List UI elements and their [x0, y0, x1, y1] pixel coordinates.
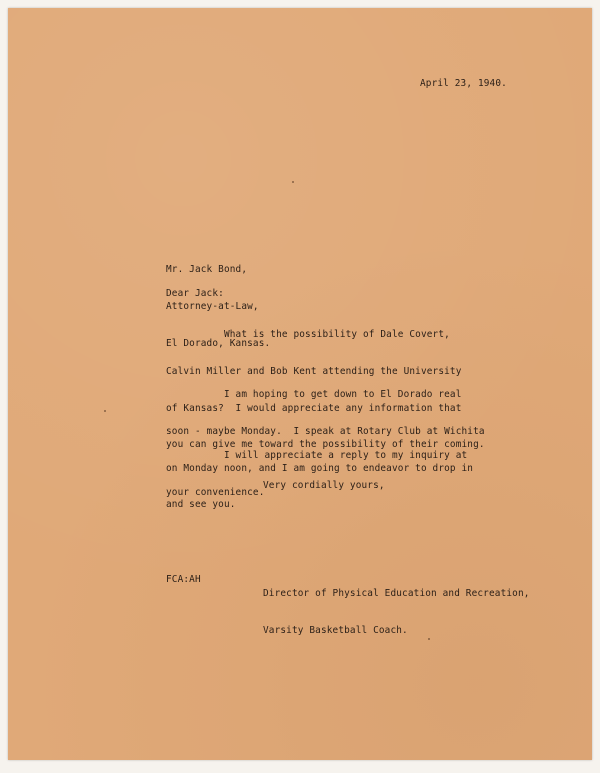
recipient-line: El Dorado, Kansas.: [166, 337, 271, 349]
body-line: I will appreciate a reply to my inquiry at: [166, 450, 468, 462]
body-line: I am hoping to get down to El Dorado real: [166, 389, 462, 401]
paper-speck: [292, 181, 294, 183]
paper-speck: [428, 638, 430, 640]
letter-page: [8, 8, 592, 760]
paper-speck: [104, 410, 106, 412]
recipient-line: Attorney-at-Law,: [166, 301, 259, 313]
body-line: of Kansas? I would appreciate any information that: [166, 402, 462, 414]
signature-block: [263, 564, 530, 662]
complimentary-close: Very cordially yours,: [263, 480, 385, 491]
body-line: What is the possibility of Dale Covert,: [166, 329, 450, 341]
paragraph-3: [166, 426, 467, 524]
signature-line: Varsity Basketball Coach.: [263, 625, 408, 637]
body-line: soon - maybe Monday. I speak at Rotary Club at Wichita: [166, 426, 485, 438]
recipient-line: Mr. Jack Bond,: [166, 264, 248, 276]
body-line: on Monday noon, and I am going to endeavor to drop in: [166, 462, 474, 474]
body-line: your convenience.: [166, 487, 265, 499]
signature-line: Director of Physical Education and Recreation,: [263, 588, 530, 600]
body-line: and see you.: [166, 499, 236, 511]
letter-date: April 23, 1940.: [420, 78, 507, 89]
body-line: you can give me toward the possibility of their coming.: [166, 439, 485, 451]
typist-initials: FCA:AH: [166, 574, 201, 585]
salutation: Dear Jack:: [166, 288, 224, 299]
body-line: Calvin Miller and Bob Kent attending the University: [166, 366, 462, 378]
